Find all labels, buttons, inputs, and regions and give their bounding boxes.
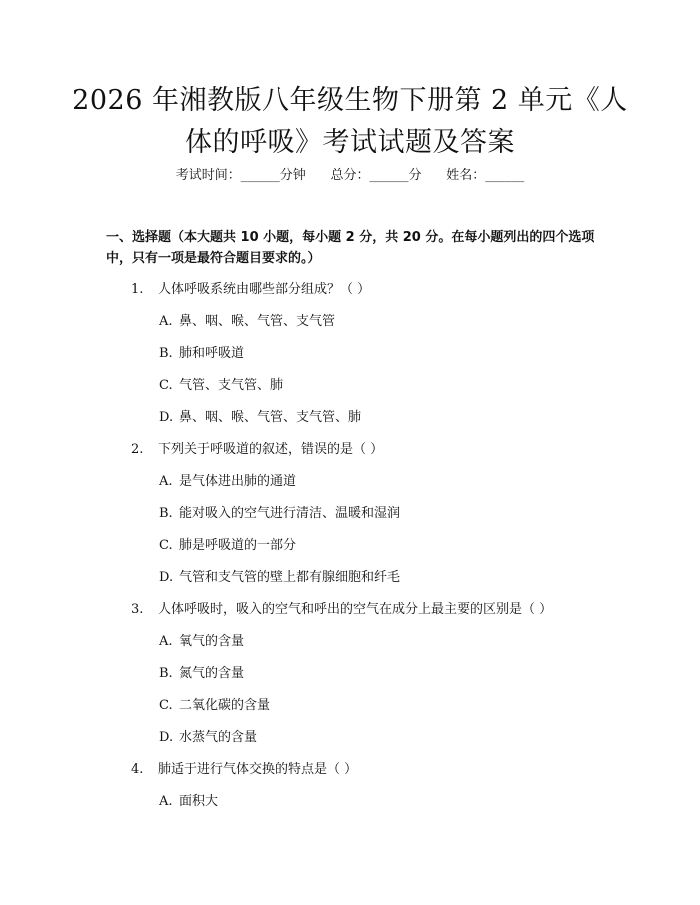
option-text: 能对吸入的空气进行清洁、温暖和湿润 (179, 506, 401, 521)
option-text: 二氧化碳的含量 (179, 698, 271, 713)
question-3-option-d (0, 728, 700, 760)
option-text: 是气体进出肺的通道 (179, 474, 297, 489)
question-text: 人体呼吸系统由哪些部分组成？（ ） (158, 282, 371, 297)
question-2-option-d (0, 568, 700, 600)
option-letter: B. (159, 506, 173, 521)
question-1-option-d (0, 408, 700, 440)
question-2-option-c (0, 536, 700, 568)
question-4-option-a (0, 792, 700, 824)
option-letter: B. (159, 346, 173, 361)
option-text: 肺是呼吸道的一部分 (179, 538, 297, 553)
option-letter: C. (159, 378, 173, 393)
option-text: 肺和呼吸道 (179, 346, 245, 361)
section-heading: 一、选择题（本大题共 10 小题，每小题 2 分，共 20 分。在每小题列出的四个选项中，只有一项是最符合题目要求的。） (106, 230, 595, 266)
option-text: 鼻、咽、喉、气管、支气管、肺 (179, 410, 362, 425)
question-text: 人体呼吸时，吸入的空气和呼出的空气在成分上最主要的区别是（ ） (158, 602, 553, 617)
question-3 (0, 600, 700, 632)
option-letter: C. (159, 538, 173, 553)
question-1-option-a (0, 312, 700, 344)
question-3-option-b (0, 664, 700, 696)
question-1-option-c (0, 376, 700, 408)
option-text: 氧气的含量 (179, 634, 245, 649)
question-number: 2. (131, 442, 144, 457)
option-letter: C. (159, 698, 173, 713)
question-number: 3. (131, 602, 144, 617)
question-text: 肺适于进行气体交换的特点是（ ） (158, 762, 358, 777)
option-letter: D. (159, 570, 174, 585)
question-list (0, 280, 700, 824)
option-text: 气管、支气管、肺 (179, 378, 284, 393)
question-3-option-c (0, 696, 700, 728)
page-title: 2026 年湘教版八年级生物下册第 2 单元《人体的呼吸》考试试题及答案 (72, 85, 628, 158)
option-letter: D. (159, 410, 174, 425)
option-text: 氮气的含量 (179, 666, 245, 681)
exam-info-line: 考试时间：______分钟 总分：______分 姓名：______ (175, 168, 525, 183)
question-number: 4. (131, 762, 144, 777)
question-2 (0, 440, 700, 472)
question-2-option-b (0, 504, 700, 536)
option-letter: B. (159, 666, 173, 681)
option-letter: A. (159, 314, 173, 329)
option-letter: A. (159, 794, 173, 809)
option-text: 气管和支气管的壁上都有腺细胞和纤毛 (179, 570, 401, 585)
question-1 (0, 280, 700, 312)
question-1-option-b (0, 344, 700, 376)
question-text: 下列关于呼吸道的叙述，错误的是（ ） (158, 442, 384, 457)
option-letter: A. (159, 474, 173, 489)
question-3-option-a (0, 632, 700, 664)
option-letter: D. (159, 730, 174, 745)
option-text: 水蒸气的含量 (179, 730, 258, 745)
option-letter: A. (159, 634, 173, 649)
question-4 (0, 760, 700, 792)
option-text: 面积大 (179, 794, 219, 809)
option-text: 鼻、咽、喉、气管、支气管 (179, 314, 336, 329)
question-2-option-a (0, 472, 700, 504)
question-number: 1. (131, 282, 144, 297)
